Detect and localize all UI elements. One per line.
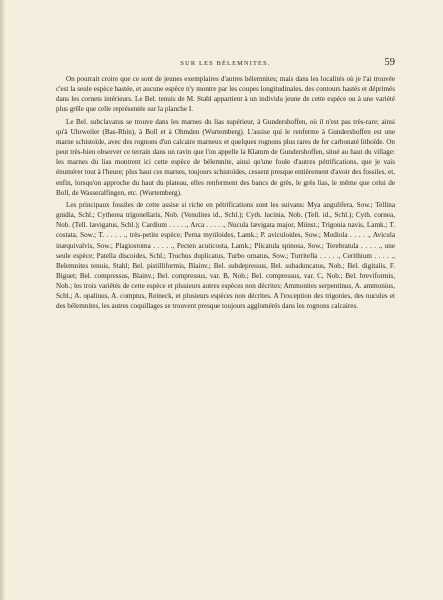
page-header (56, 57, 395, 70)
paragraph-1: On pourrait croire que ce sont de jeunes exemplaires d'autres bélemnites; mais dans les localités où je l'ai trouvée c'est la seule espèce hastée, et aucune espèce n'y montre par les coupes longitudinales, des contours hastés et déprimés dans les cornets intérieurs. Le Bel. tenuis de M. Stahl appartient à un individu jeune de cette espèce ou à une variété plus grêle que celle représentée sur la planche I. (56, 75, 395, 114)
page-body (56, 74, 395, 314)
paragraph-2: Le Bel. subclavatus se trouve dans les marnes du lias supérieur, à Gundershoffen, où il n'est pas très-rare; ainsi qu'à Uhrweiler (Bas-Rhin), à Boll et à Ohmden (Wurtemberg). L'assise qui le renferme à Gundershoffen est une marne schistoïde, avec des rognons d'un calcaire marneux et quelques rognons plus rares de fer carbonaté lithoïde. On peut très-bien observer ce terrain dans un ravin que l'on appelle la Klamm de Gundershoffen, situé au haut du village: les marnes du lias montrent ici cette espèce de bélemnite, ainsi qu'une foule d'autres pétrifications, que je vais énumérer tout à l'heure; plus haut ces marnes, toujours schistoïdes, cessent presque entièrement d'avoir des fossiles, et, enfin, lorsqu'on approche du haut du plateau, elles renferment des bancs de grès, le grès lias, le même que celui de Boll, de Wasseralfingen, etc. (Wurtemberg). (56, 117, 395, 197)
running-title: SUR LES BÉLEMNITES. (180, 60, 271, 67)
page-number: 59 (384, 57, 395, 68)
paragraph-3: Les principaux fossiles de cette assise si riche en pétrifications sont les suivans: Mya angulifera, Sow.; Tellina gnidia, Schl.; Cytherea trigonellaris, Nob. (Venulites id., Schl.); Cyth. lucinia, Nob. (Tell. id., Schl.); Cyth. cornea, Nob. (Tell. lævigatus, Schl.); Cardium . . . . ., Arca . . . . ., Nucula lævigata major, Münst.; Trigonia navis, Lamk.; T. costata, Sow.; T. . . . . ., très-petite espèce; Perna mytiloides, Lamk.; P. aviculoides, Sow.; Modiola . . . . ., Avicula inæquivalvis, Sow.; Plagiostoma . . . . ., Pecten acuticosta, Lamk.; Plicatula spinosa, Sow.; Terebratula . . . . ., une seule espèce; Patella discoides, Schl.; Trochus duplicatus, Turbo ornatus, Sow.; Turritella . . . . ., Cerithium . . . . ., Belemnites tenuis, Stahl; Bel. pistilliformis, Blainv.; Bel. subdepressus, Bel. subaduncatus, Nob.; Bel. digitalis, F. Biguet; Bel. compressus, Blainv.; Bel. compressus, var. B, Nob.; Bel. compressus, var. C, Nob.; Bel. breviformis, Nob.; les trois variétés de cette espèce et plusieurs autres espèces non décrites; Ammonites serpentinus, A. ammonius, Schl.; A. opalinus, A. comptus, Reineck, et plusieurs espèces non décrites. A l'exception des trigonies, des nucules et des bélemnites, les autres coquillages se trouvent presque toujours agglomérés dans les rognons calcaires. (56, 200, 395, 311)
